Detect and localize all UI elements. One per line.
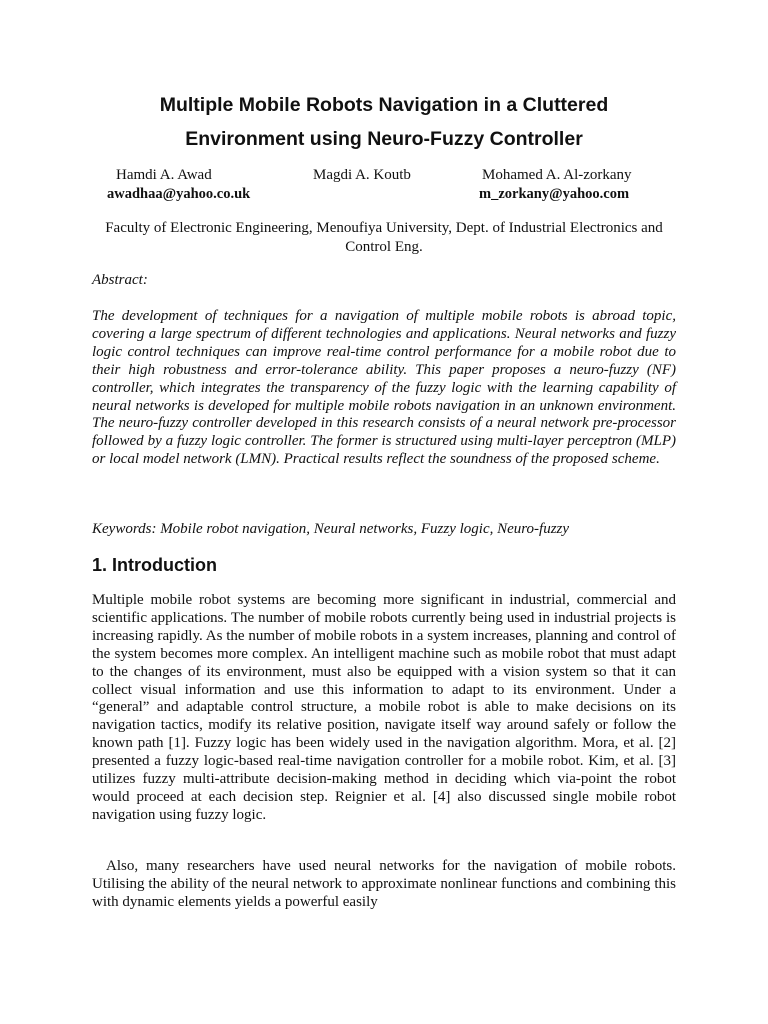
paper-title bbox=[60, 88, 708, 156]
author-2 bbox=[313, 166, 411, 185]
affiliation: Faculty of Electronic Engineering, Menoufiya University, Dept. of Industrial Electronics and Control Eng. bbox=[105, 220, 663, 255]
abstract-label: Abstract: bbox=[92, 272, 148, 288]
author-list bbox=[0, 166, 768, 206]
author-email: awadhaa@yahoo.co.uk bbox=[107, 186, 251, 202]
abstract-text: The development of techniques for a navigation of multiple mobile robots is abroad topic, covering a large spectrum of different technologies and applications. Neural networks and fuzzy logic control techniques can improve real-time control performance for a mobile robot due to their high robustness and error-tolerance ability. This paper proposes a neuro-fuzzy (NF) controller, which integrates the transparency of the fuzzy logic with the learning capability of neural networks is developed for multiple mobile robots navigation in an unknown environment. The neuro-fuzzy controller developed in this research consists of a neural network pre-processor followed by a fuzzy logic controller. The former is structured using multi-layer perceptron (MLP) or local model network (LMN). Practical results reflect the soundness of the proposed scheme. bbox=[92, 308, 676, 468]
title-line-2: Environment using Neuro-Fuzzy Controller bbox=[185, 128, 583, 150]
author-name: Magdi A. Koutb bbox=[313, 167, 411, 183]
section-heading: 1. Introduction bbox=[92, 555, 217, 575]
author-1 bbox=[107, 166, 250, 204]
author-name: Mohamed A. Al-zorkany bbox=[482, 167, 632, 183]
keywords: Keywords: Mobile robot navigation, Neural networks, Fuzzy logic, Neuro-fuzzy bbox=[92, 521, 570, 537]
author-name: Hamdi A. Awad bbox=[116, 167, 212, 183]
title-line-1: Multiple Mobile Robots Navigation in a Cluttered bbox=[159, 94, 609, 116]
author-email: m_zorkany@yahoo.com bbox=[479, 186, 630, 202]
intro-paragraph: Also, many researchers have used neural networks for the navigation of mobile robots. Utilising the ability of the neural network to approximate nonlinear functions and combining this with dynamic elements yields a powerful easily bbox=[92, 858, 676, 910]
author-3 bbox=[479, 166, 632, 204]
intro-paragraph: Multiple mobile robot systems are becoming more significant in industrial, commercial and scientific applications. The number of mobile robots currently being used in industrial projects is increasing rapidly. As the number of mobile robots in a system increases, planning and control of the system becomes more complex. An intelligent machine such as mobile robot that must adapt to the changes of its environment, must also be equipped with a vision system so that it can collect visual information and use this information to adapt to its environment. Under a “general” and adaptable control structure, a mobile robot is able to make decisions on its navigation tactics, modify its relative position, navigate itself way around safely or follow the known path [1]. Fuzzy logic has been widely used in the navigation algorithm. Mora, et al. [2] presented a fuzzy logic-based real-time navigation controller for a mobile robot. Kim, et al. [3] utilizes fuzzy multi-attribute decision-making method in deciding which via-point the robot would proceed at each decision step. Reignier et al. [4] also discussed single mobile robot navigation using fuzzy logic. bbox=[92, 592, 676, 823]
